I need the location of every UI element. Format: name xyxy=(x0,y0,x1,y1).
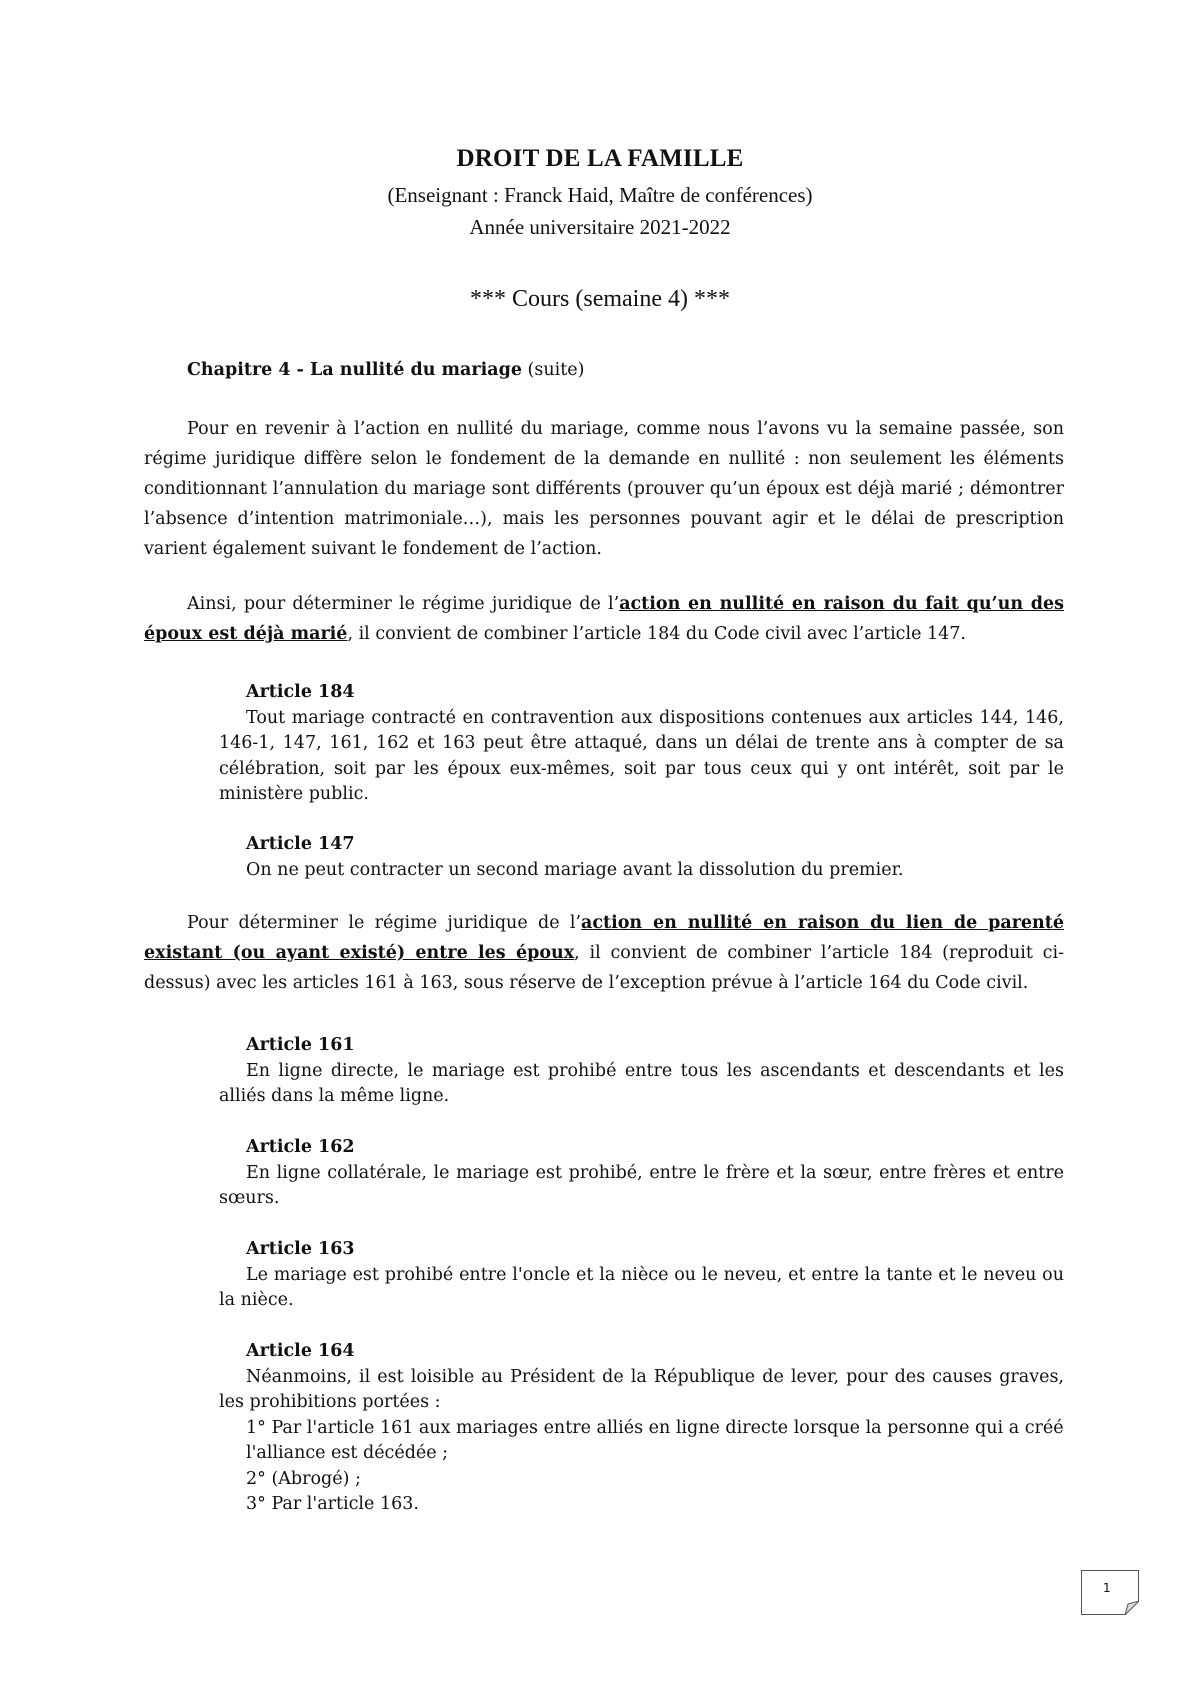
article-162 xyxy=(219,1135,1064,1212)
paragraph-bigamy-after: , il convient de combiner l’article 184 du Code civil avec l’article 147. xyxy=(347,624,966,644)
article-161-title: Article 161 xyxy=(246,1035,355,1055)
article-164 xyxy=(219,1339,1064,1518)
chapter-suffix: (suite) xyxy=(521,360,585,380)
paragraph-bigamy xyxy=(144,589,1064,649)
academic-year: Année universitaire 2021-2022 xyxy=(469,215,731,239)
article-161-text: En ligne directe, le mariage est prohibé entre tous les ascendants et descendants et les alliés dans la même ligne. xyxy=(219,1060,1064,1106)
document-title: DROIT DE LA FAMILLE xyxy=(456,145,744,172)
paragraph-kinship-highlight: action en nullité en raison du lien de parenté existant (ou ayant existé) entre les époux xyxy=(144,913,1064,963)
paragraph-bigamy-before: Ainsi, pour déterminer le régime juridique de l’ xyxy=(187,594,620,614)
article-164-item-2: 2° (Abrogé) ; xyxy=(246,1468,361,1489)
article-164-text: Néanmoins, il est loisible au Président de la République de lever, pour des causes graves, les prohibitions portées : xyxy=(219,1366,1064,1412)
article-184-text: Tout mariage contracté en contravention aux dispositions contenues aux articles 144, 146, 146-1, 147, 161, 162 et 163 peut être attaqué, dans un délai de trente ans à compter de sa célébration, soit par les époux eux-mêmes, soit par tous ceux qui y ont intérêt, soit par le ministère public. xyxy=(219,707,1064,804)
article-147 xyxy=(219,832,1064,883)
article-161 xyxy=(219,1033,1064,1110)
course-heading: *** Cours (semaine 4) *** xyxy=(470,286,730,312)
article-147-text: On ne peut contracter un second mariage avant la dissolution du premier. xyxy=(246,859,904,880)
page-number-box xyxy=(1081,1570,1139,1615)
article-164-title: Article 164 xyxy=(246,1341,355,1361)
article-164-item-1: 1° Par l'article 161 aux mariages entre alliés en ligne directe lorsque la personne qui a créé l'alliance est décédée ; xyxy=(246,1417,1064,1463)
page-number: 1 xyxy=(1103,1581,1111,1595)
paragraph-kinship-after: , il convient de combiner l’article 184 (reproduit ci-dessus) avec les articles 161 à 163, sous réserve de l’exception prévue à l’article 164 du Code civil. xyxy=(144,943,1064,993)
paragraph-kinship xyxy=(144,908,1064,998)
article-162-text: En ligne collatérale, le mariage est prohibé, entre le frère et la sœur, entre frères et entre sœurs. xyxy=(219,1162,1064,1208)
article-163-title: Article 163 xyxy=(246,1239,355,1259)
chapter-label: Chapitre 4 - La nullité du mariage xyxy=(187,360,522,380)
article-184 xyxy=(219,680,1064,808)
article-163 xyxy=(219,1237,1064,1314)
page-fold-icon xyxy=(1125,1601,1139,1615)
paragraph-bigamy-highlight: action en nullité en raison du fait qu’un des époux est déjà marié xyxy=(144,594,1065,644)
article-184-title: Article 184 xyxy=(246,682,355,702)
article-164-item-3: 3° Par l'article 163. xyxy=(246,1494,419,1514)
paragraph-kinship-before: Pour déterminer le régime juridique de l’ xyxy=(187,913,582,933)
article-147-title: Article 147 xyxy=(246,834,355,854)
teacher-line: (Enseignant : Franck Haid, Maître de conférences) xyxy=(387,183,813,207)
paragraph-intro: Pour en revenir à l’action en nullité du mariage, comme nous l’avons vu la semaine passée, son régime juridique diffère selon le fondement de la demande en nullité : non seulement les éléments conditionnant l’annulation du mariage sont différents (prouver qu’un époux est déjà marié ; démontrer l’absence d’intention matrimoniale…), mais les personnes pouvant agir et le délai de prescription varient également suivant le fondement de l’action. xyxy=(144,419,1064,559)
article-162-title: Article 162 xyxy=(246,1137,355,1157)
chapter-heading xyxy=(187,360,584,380)
article-163-text: Le mariage est prohibé entre l'oncle et la nièce ou le neveu, et entre la tante et le neveu ou la nièce. xyxy=(219,1264,1064,1310)
